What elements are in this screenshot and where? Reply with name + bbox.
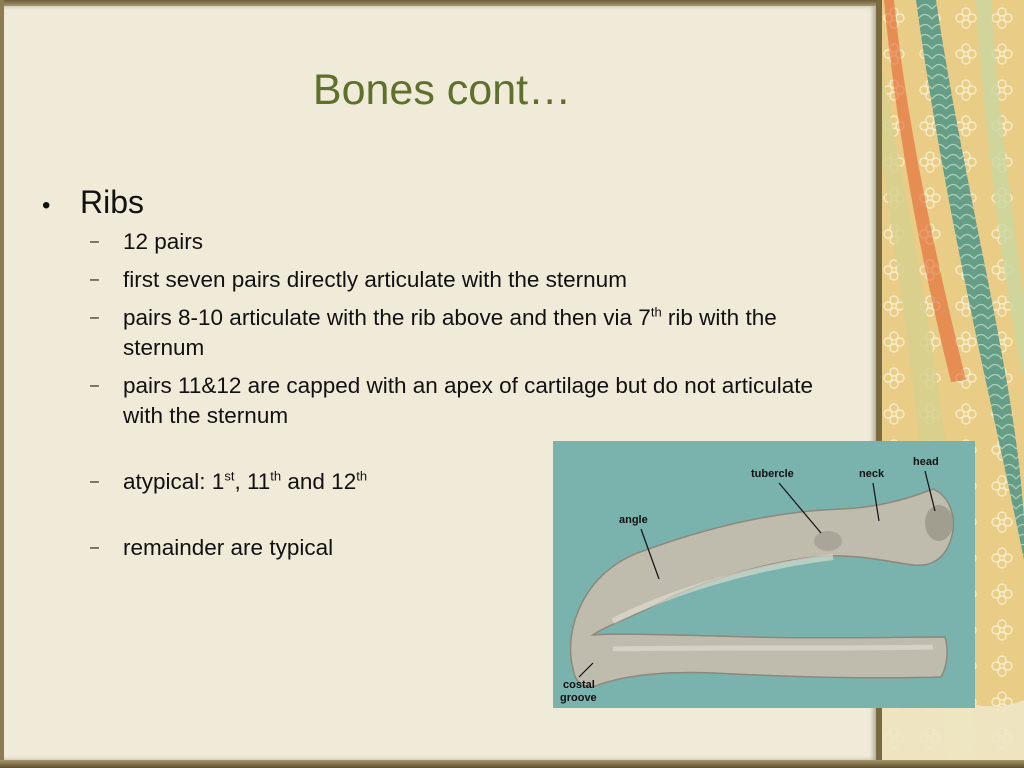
label-head: head <box>913 456 939 468</box>
superscript: th <box>650 304 662 320</box>
sub-bullet-12-pairs <box>42 227 843 257</box>
dash-marker: – <box>90 539 99 556</box>
top-border <box>0 0 1024 6</box>
dash-marker: – <box>90 233 99 250</box>
dash-marker: – <box>90 271 99 288</box>
sub-bullet-text-pre: pairs 8-10 articulate with the rib above and then via 7 <box>123 305 651 330</box>
sub-bullet-text-mid: and 12 <box>281 469 357 494</box>
label-neck: neck <box>859 468 885 480</box>
label-angle: angle <box>619 514 648 526</box>
label-groove: groove <box>560 692 597 704</box>
bullet-label: Ribs <box>80 184 145 220</box>
bone-highlight <box>613 647 933 649</box>
sub-bullet-text: first seven pairs directly articulate with the sternum <box>123 267 627 292</box>
tubercle-bump <box>814 531 842 551</box>
sub-bullet-text-pre: atypical: 1 <box>123 469 225 494</box>
slide-title: Bones cont… <box>312 66 572 114</box>
rib-illustration <box>553 441 975 708</box>
dash-marker: – <box>90 473 99 490</box>
bottom-border <box>0 760 1024 768</box>
sub-bullet-text: pairs 11&12 are capped with an apex of cartilage but do not articulate with the sternum <box>123 373 814 428</box>
bullet-dot: • <box>42 192 51 219</box>
bullet-main-row <box>42 184 842 221</box>
sub-bullet-text-mid: , 11 <box>234 469 271 494</box>
sub-bullet-pairs-8-10 <box>42 303 843 363</box>
superscript: th <box>356 468 368 484</box>
rib-image <box>553 441 975 708</box>
sub-bullet-first-seven <box>42 265 843 295</box>
sub-bullet-text-post: rib with the sternum <box>123 305 777 360</box>
superscript: st <box>224 468 235 484</box>
superscript: th <box>270 468 282 484</box>
sub-bullet-pairs-11-12 <box>42 371 843 431</box>
head-shape <box>925 505 953 541</box>
left-border <box>0 0 4 768</box>
sub-bullet-text: 12 pairs <box>123 229 204 254</box>
sub-bullet-text: remainder are typical <box>123 535 334 560</box>
label-costal: costal <box>563 679 595 691</box>
dash-marker: – <box>90 309 99 326</box>
label-tubercle: tubercle <box>751 468 794 480</box>
dash-marker: – <box>90 377 99 394</box>
